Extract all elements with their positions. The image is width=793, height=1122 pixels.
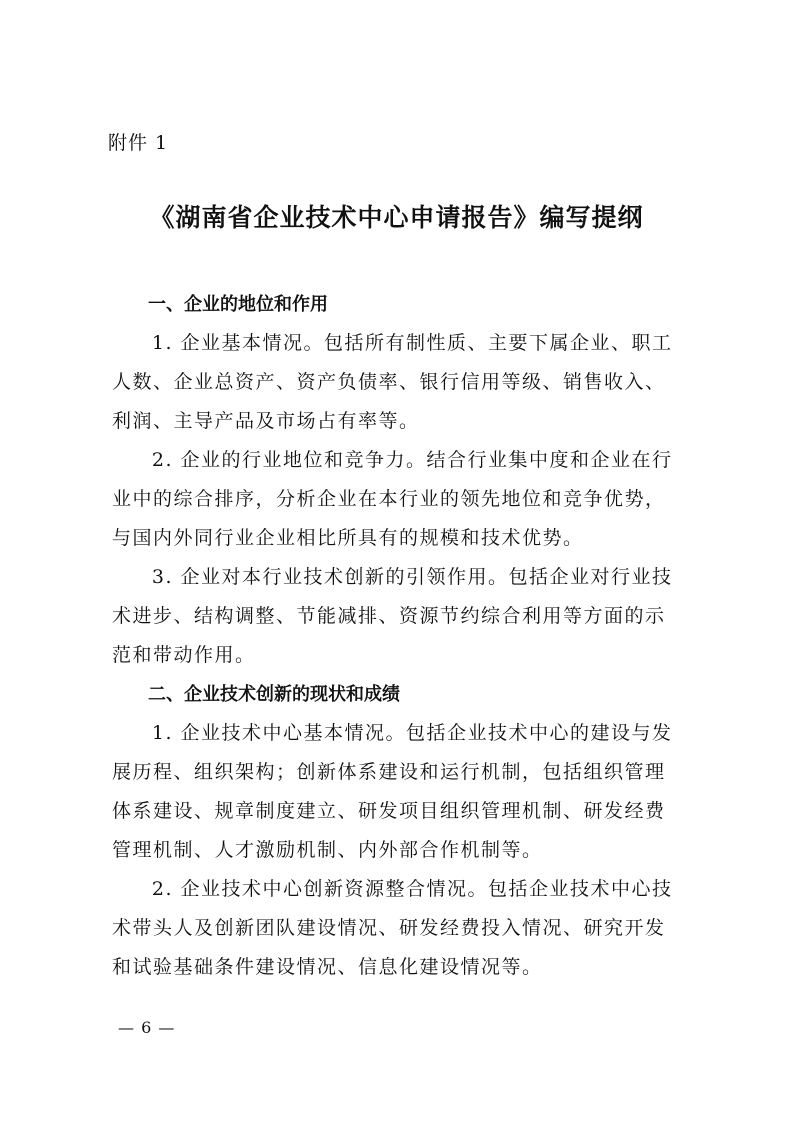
document-title: 《湖南省企业技术中心申请报告》编写提纲 <box>149 203 644 232</box>
paragraph-line: 2. 企业的行业地位和竞争力。结合行业集中度和企业在行 <box>151 449 673 471</box>
section-heading: 二、企业技术创新的现状和成绩 <box>148 684 400 705</box>
paragraph-line: 1. 企业基本情况。包括所有制性质、主要下属企业、职工 <box>151 332 673 354</box>
paragraph <box>112 441 702 558</box>
paragraph-line: 利润、主导产品及市场占有率等。 <box>112 410 420 432</box>
page-number: — 6 — <box>118 1018 176 1037</box>
paragraph-line: 术带头人及创新团队建设情况、研发经费投入情况、研究开发 <box>112 917 666 939</box>
paragraph <box>112 870 702 987</box>
paragraph-line: 管理机制、人才激励机制、内外部合作机制等。 <box>112 839 543 861</box>
paragraph-line: 体系建设、规章制度建立、研发项目组织管理机制、研发经费 <box>112 800 666 822</box>
paragraph-line: 展历程、组织架构；创新体系建设和运行机制，包括组织管理 <box>112 761 666 783</box>
paragraph-line: 与国内外同行业企业相比所具有的规模和技术优势。 <box>112 527 584 549</box>
paragraph <box>112 324 702 441</box>
attachment-label: 附件 1 <box>108 132 169 154</box>
document-body <box>112 285 702 987</box>
paragraph-line: 2. 企业技术中心创新资源整合情况。包括企业技术中心技 <box>151 878 673 900</box>
section-heading: 一、企业的地位和作用 <box>148 294 328 315</box>
paragraph-line: 人数、企业总资产、资产负债率、银行信用等级、销售收入、 <box>112 371 666 393</box>
paragraph <box>112 558 702 675</box>
paragraph-line: 1. 企业技术中心基本情况。包括企业技术中心的建设与发 <box>151 722 673 744</box>
paragraph-line: 术进步、结构调整、节能减排、资源节约综合利用等方面的示 <box>112 605 666 627</box>
paragraph-line: 3. 企业对本行业技术创新的引领作用。包括企业对行业技 <box>151 566 673 588</box>
paragraph-line: 和试验基础条件建设情况、信息化建设情况等。 <box>112 956 543 978</box>
paragraph-line: 业中的综合排序，分析企业在本行业的领先地位和竞争优势， <box>112 488 666 510</box>
paragraph <box>112 714 702 870</box>
paragraph-line: 范和带动作用。 <box>112 644 256 666</box>
